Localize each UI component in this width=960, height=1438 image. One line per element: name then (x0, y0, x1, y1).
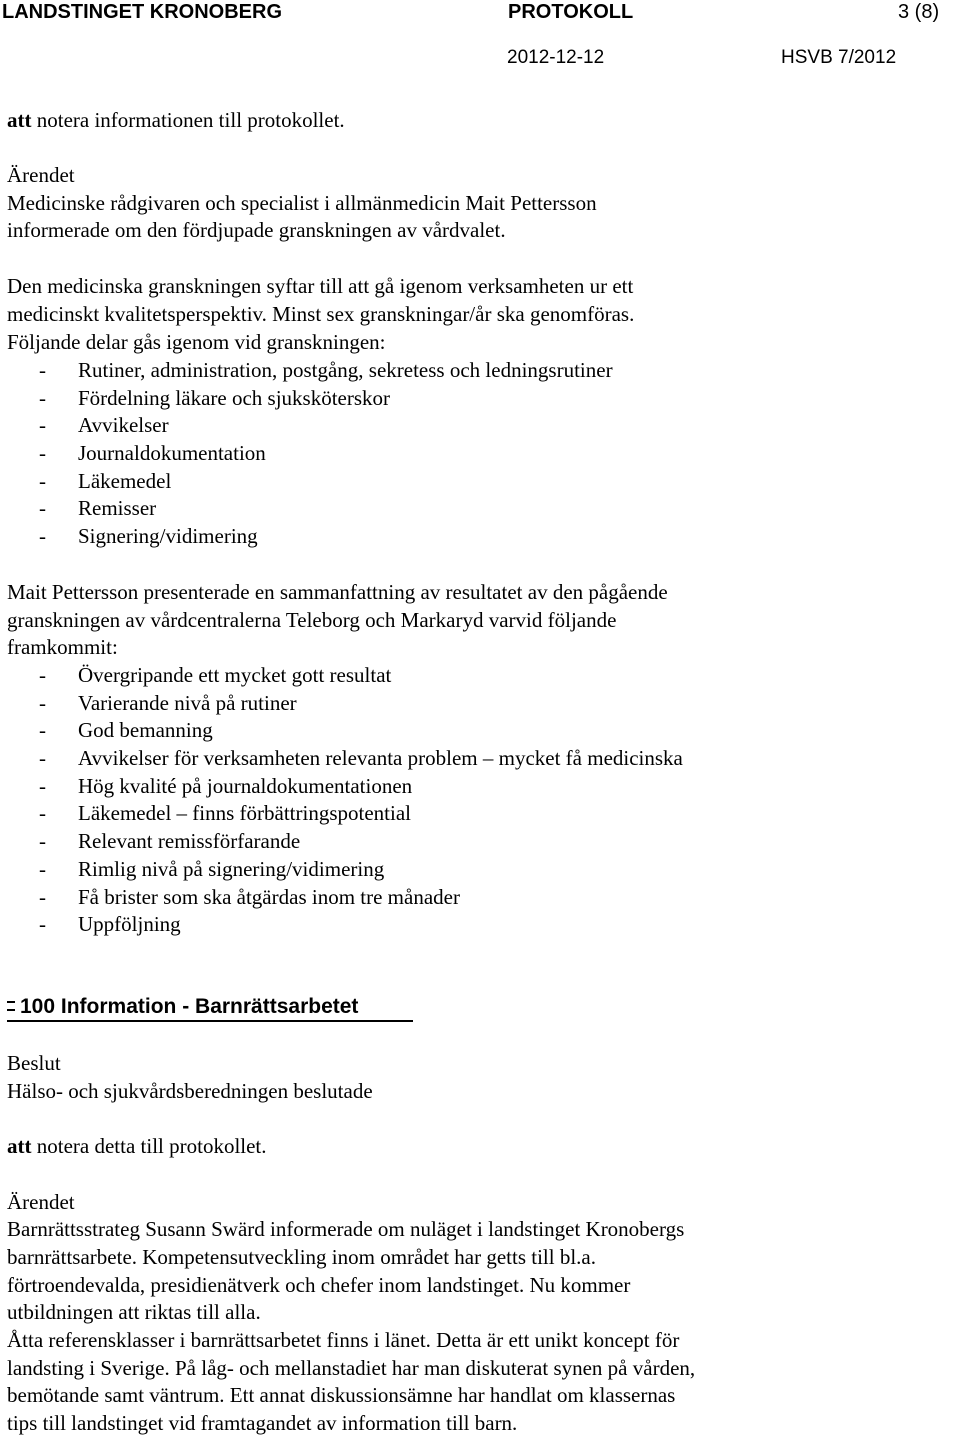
list-item: Få brister som ska åtgärdas inom tre månader (78, 885, 460, 909)
list-item: Läkemedel – finns förbättringspotential (78, 801, 411, 825)
document-type: PROTOKOLL (508, 1, 634, 23)
list-dash: - (39, 885, 46, 909)
list-item: Övergripande ett mycket gott resultat (78, 663, 392, 687)
list-item: Varierande nivå på rutiner (78, 691, 297, 715)
arendet-line: Barnrättsstrateg Susann Swärd informerade om nuläget i landstinget Kronobergs (7, 1217, 685, 1241)
arendet-heading: Ärendet (7, 1190, 75, 1214)
list-item: Avvikelser (78, 413, 169, 437)
document-date: 2012-12-12 (507, 47, 605, 68)
organization-name: LANDSTINGET KRONOBERG (2, 1, 282, 23)
arendet-line: Medicinske rådgivaren och specialist i allmänmedicin Mait Pettersson (7, 191, 597, 215)
paragraph-line: Den medicinska granskningen syftar till att gå igenom verksamheten ur ett (7, 274, 634, 298)
list-dash: - (39, 746, 46, 770)
arendet-heading: Ärendet (7, 163, 75, 187)
page-number: 3 (8) (898, 1, 940, 23)
list-dash: - (39, 441, 46, 465)
list-item: Signering/vidimering (78, 524, 258, 548)
list-dash: - (39, 386, 46, 410)
beslut-text: Hälso- och sjukvårdsberedningen beslutade (7, 1079, 373, 1103)
list-dash: - (39, 857, 46, 881)
arendet-line: barnrättsarbete. Kompetensutveckling inom området har getts till bl.a. (7, 1245, 596, 1269)
document-reference: HSVB 7/2012 (781, 47, 897, 68)
arendet-line: landsting i Sverige. På låg- och mellanstadiet har man diskuterat synen på vården, (7, 1356, 696, 1380)
list-dash: - (39, 413, 46, 437)
list-item: Fördelning läkare och sjuksköterskor (78, 386, 391, 410)
decision-line (7, 108, 345, 132)
att-keyword: att (7, 1134, 32, 1158)
list-dash: - (39, 801, 46, 825)
list-item: Rimlig nivå på signering/vidimering (78, 857, 385, 881)
arendet-line: utbildningen att riktas till alla. (7, 1300, 261, 1324)
list-item: God bemanning (78, 718, 213, 742)
list-item: Hög kvalité på journaldokumentationen (78, 774, 413, 798)
list-item: Rutiner, administration, postgång, sekretess och ledningsrutiner (78, 358, 613, 382)
arendet-line: tips till landstinget vid framtagandet av information till barn. (7, 1411, 518, 1435)
list-item: Avvikelser för verksamheten relevanta problem – mycket få medicinska (78, 746, 683, 770)
paragraph-line: framkommit: (7, 635, 118, 659)
arendet-line: informerade om den fördjupade granskningen av vårdvalet. (7, 218, 506, 242)
arendet-line: bemötande samt väntrum. Ett annat diskussionsämne har handlat om klassernas (7, 1383, 676, 1407)
list-dash: - (39, 663, 46, 687)
paragraph-line: Mait Pettersson presenterade en sammanfattning av resultatet av den pågående (7, 580, 668, 604)
decision-text: notera detta till protokollet. (31, 1134, 267, 1158)
att-keyword: att (7, 108, 32, 132)
list-dash: - (39, 496, 46, 520)
list-dash: - (39, 912, 46, 936)
section-mark-icon (7, 996, 15, 1016)
list-item: Uppföljning (78, 912, 181, 936)
paragraph-line: granskningen av vårdcentralerna Teleborg och Markaryd varvid följande (7, 608, 617, 632)
list-dash: - (39, 469, 46, 493)
section-title: 100 Information - Barnrättsarbetet (20, 995, 359, 1018)
section-heading (7, 994, 358, 1020)
arendet-line: förtroendevalda, presidienätverk och chefer inom landstinget. Nu kommer (7, 1273, 631, 1297)
list-dash: - (39, 691, 46, 715)
list-item: Läkemedel (78, 469, 172, 493)
list-dash: - (39, 774, 46, 798)
list-item: Remisser (78, 496, 157, 520)
decision-line (7, 1134, 267, 1158)
paragraph-line: Följande delar gås igenom vid granskningen: (7, 330, 386, 354)
list-dash: - (39, 829, 46, 853)
list-item: Journaldokumentation (78, 441, 266, 465)
decision-text: notera informationen till protokollet. (31, 108, 345, 132)
section-underline (7, 1020, 413, 1022)
list-dash: - (39, 358, 46, 382)
list-dash: - (39, 718, 46, 742)
beslut-heading: Beslut (7, 1051, 61, 1075)
paragraph-line: medicinskt kvalitetsperspektiv. Minst sex granskningar/år ska genomföras. (7, 302, 635, 326)
list-item: Relevant remissförfarande (78, 829, 301, 853)
list-dash: - (39, 524, 46, 548)
arendet-line: Åtta referensklasser i barnrättsarbetet finns i länet. Detta är ett unikt koncept för (7, 1328, 680, 1352)
